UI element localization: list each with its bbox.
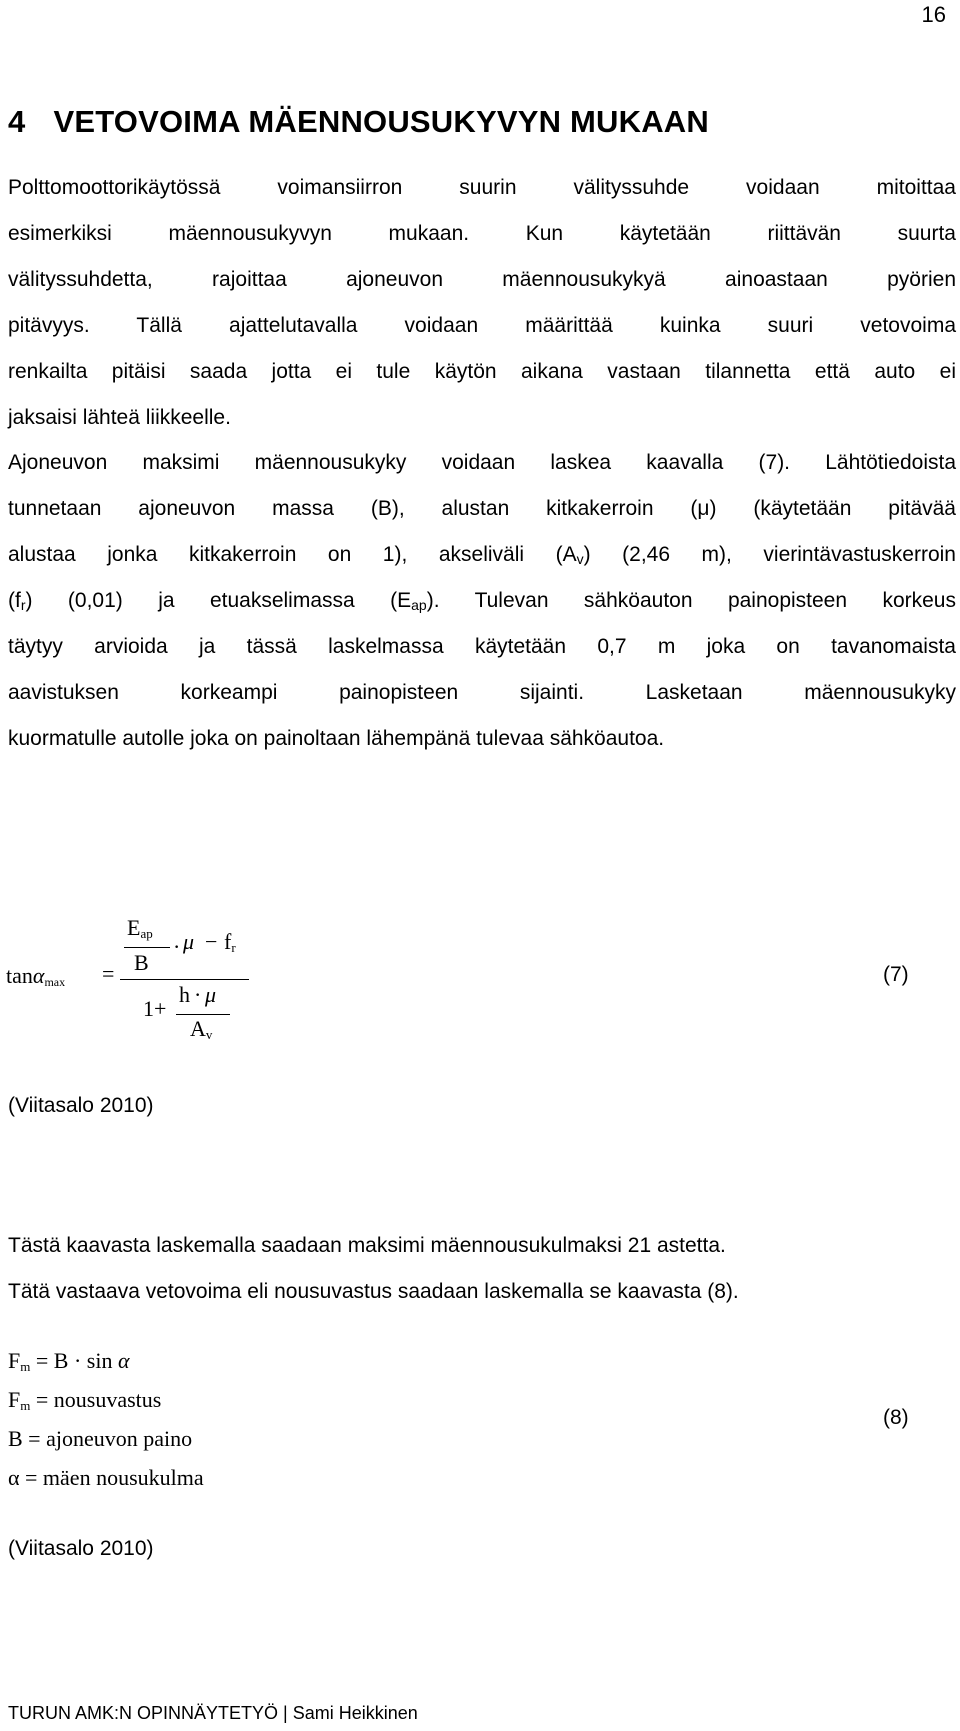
paragraph-line: välityssuhdetta, rajoittaa ajoneuvon mäennousukykyä ainoastaan pyörien: [8, 268, 956, 291]
citation: (Viitasalo 2010): [8, 1537, 154, 1560]
equation-number: (8): [883, 1406, 909, 1429]
paragraph-line: renkailta pitäisi saada jotta ei tule käytön aikana vastaan tilannetta että auto ei: [8, 360, 956, 383]
page-footer: TURUN AMK:N OPINNÄYTETYÖ | Sami Heikkinen: [8, 1703, 418, 1723]
subscript: ap: [140, 926, 153, 941]
subscript: v: [576, 551, 584, 567]
equation-number: (7): [883, 963, 909, 986]
equals-sign: =: [102, 961, 115, 986]
mu-symbol: [205, 982, 216, 1008]
paragraph-method: [8, 440, 956, 762]
section-number: 4: [8, 104, 26, 139]
paragraph-intro: [8, 165, 956, 441]
text-run: ). Tulevan sähköauton painopisteen korkeus: [426, 589, 956, 612]
subscript: v: [205, 1027, 213, 1042]
f-symbol: [224, 929, 236, 955]
f-glyph: f: [224, 929, 232, 954]
tan-symbol: tan: [6, 963, 33, 988]
paragraph-line: [8, 532, 956, 578]
mu-glyph: μ: [183, 929, 195, 954]
e-symbol: E: [127, 915, 141, 940]
fraction-bar-main: [120, 979, 249, 980]
paragraph-line: esimerkiksi mäennousukyvyn mukaan. Kun käytetään riittävän suurta: [8, 222, 956, 245]
fraction-bar-inner-bottom: [176, 1014, 230, 1015]
paragraph-line: pitävyys. Tällä ajattelutavalla voidaan määrittää kuinka suuri vetovoima: [8, 314, 956, 337]
text-run: (f: [8, 589, 21, 612]
alpha-symbol: α: [117, 1348, 130, 1373]
text-run: = nousuvastus: [30, 1387, 162, 1412]
paragraph-line: [8, 578, 956, 624]
alpha-symbol: α: [32, 963, 45, 988]
paragraph-line: kuormatulle autolle joka on painoltaan lähempänä tulevaa sähköautoa.: [8, 727, 665, 750]
paragraph-line: Polttomoottorikäytössä voimansiirron suurin välityssuhde voidaan mitoittaa: [8, 176, 956, 199]
numerator-b: B: [134, 950, 149, 975]
equation-line: B = ajoneuvon paino: [8, 1426, 193, 1451]
mu-symbol: [183, 929, 194, 955]
minus-sign: −: [205, 929, 218, 954]
a-glyph: A: [190, 1016, 206, 1041]
equation-line: α = mäen nousukulma: [8, 1465, 204, 1490]
paragraph-line: täytyy arvioida ja tässä laskelmassa käytetään 0,7 m joka on tavanomaista: [8, 635, 956, 658]
subscript: max: [44, 975, 66, 989]
paragraph-result: [8, 1223, 956, 1315]
numerator-e: [127, 915, 153, 941]
paragraph-line: tunnetaan ajoneuvon massa (B), alustan kitkakerroin (μ) (käytetään pitävää: [8, 497, 956, 520]
citation: (Viitasalo 2010): [8, 1094, 154, 1117]
subscript: m: [20, 1398, 31, 1413]
paragraph-line: aavistuksen korkeampi painopisteen sijainti. Lasketaan mäennousukyky: [8, 681, 956, 704]
paragraph-line: Tätä vastaava vetovoima eli nousuvastus saadaan laskemalla se kaavasta (8).: [8, 1280, 739, 1303]
dot-operator: ·: [173, 934, 181, 959]
subscript: m: [20, 1359, 31, 1374]
denominator-a: [190, 1016, 212, 1042]
subscript: r: [20, 597, 26, 613]
paragraph-line: Ajoneuvon maksimi mäennousukyky voidaan laskea kaavalla (7). Lähtötiedoista: [8, 451, 956, 474]
equation-line: [8, 1348, 130, 1374]
equation-lhs: [6, 963, 65, 989]
text-run: = B · sin: [30, 1348, 118, 1373]
subscript: ap: [411, 597, 427, 613]
section-title: VETOVOIMA MÄENNOUSUKYVYN MUKAAN: [53, 104, 709, 139]
f-glyph: F: [8, 1348, 21, 1373]
equation-line: [8, 1387, 161, 1413]
one-plus: 1+: [143, 996, 167, 1021]
text-run: alustaa jonka kitkakerroin on 1), akseliväli (A: [8, 543, 577, 566]
text-run: ) (2,46 m), vierintävastuskerroin: [583, 543, 956, 566]
denominator-h: h: [179, 982, 190, 1007]
subscript: r: [231, 940, 236, 955]
dot-operator: ·: [194, 982, 202, 1007]
mu-glyph: μ: [205, 982, 217, 1007]
text-run: ) (0,01) ja etuakselimassa (E: [25, 589, 412, 612]
page-number: 16: [921, 2, 946, 27]
paragraph-line: jaksaisi lähteä liikkeelle.: [8, 406, 231, 429]
paragraph-line: Tästä kaavasta laskemalla saadaan maksimi mäennousukulmaksi 21 astetta.: [8, 1234, 726, 1257]
section-heading: [8, 104, 709, 140]
f-glyph: F: [8, 1387, 21, 1412]
fraction-bar-inner-top: [124, 947, 170, 948]
